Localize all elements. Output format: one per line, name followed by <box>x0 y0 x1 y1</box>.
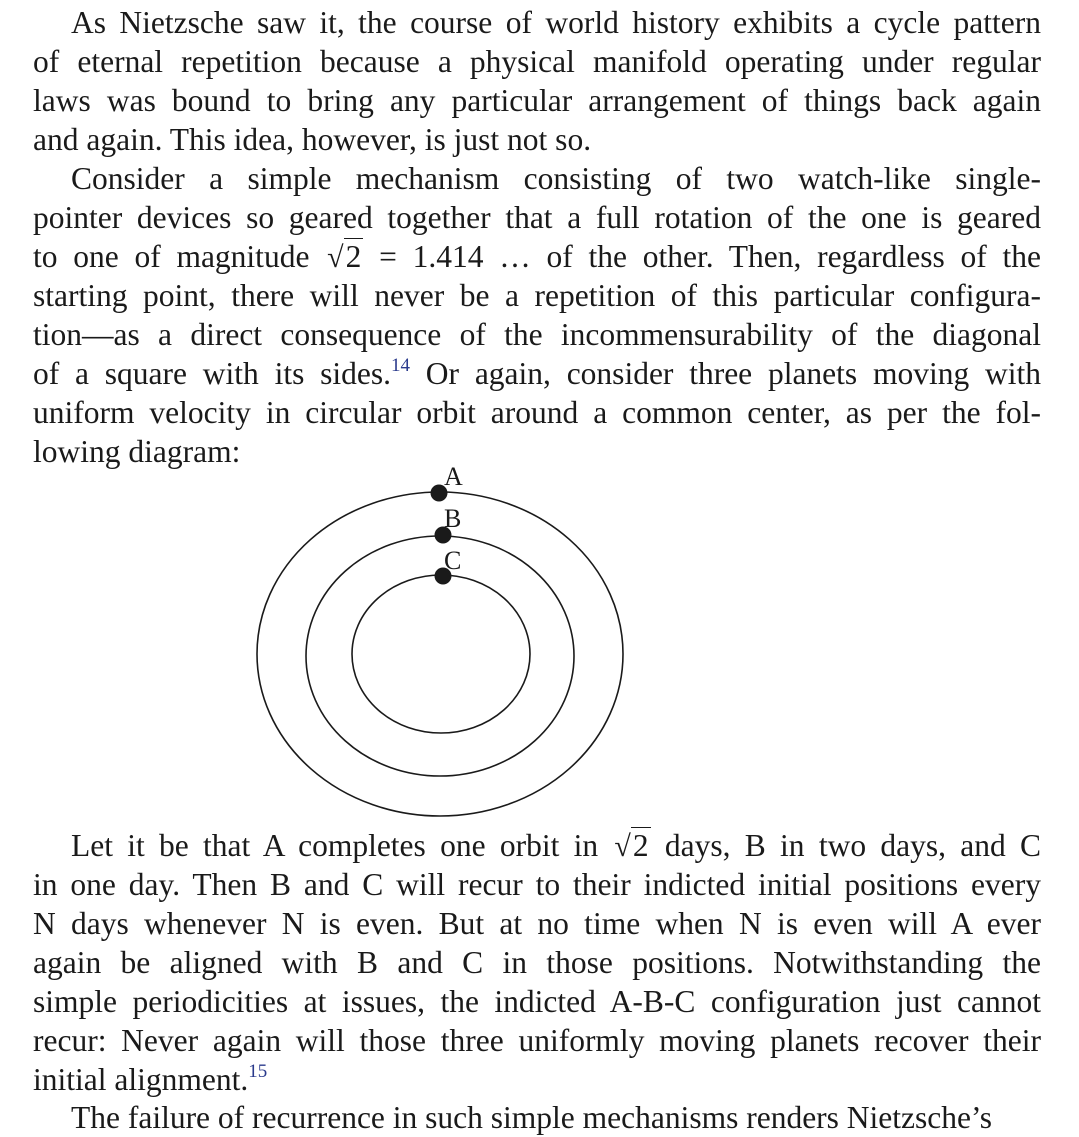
orbit-c <box>352 575 530 733</box>
text-line: again be aligned with B and C in those positions. Notwithstanding the <box>33 945 1041 980</box>
text-line-sqrt2-days <box>71 826 1041 866</box>
sqrt-expression <box>612 826 650 866</box>
text-line: and again. This idea, however, is just not so. <box>33 122 592 157</box>
label-b: B <box>444 504 462 533</box>
radicand: 2 <box>632 828 649 863</box>
footnote-ref-14[interactable]: 14 <box>391 355 411 376</box>
footnote-ref-15[interactable]: 15 <box>248 1061 268 1082</box>
text-line: in one day. Then B and C will recur to their indicted initial positions every <box>33 867 1041 902</box>
text-fragment: Or again, consider three planets moving with <box>410 356 1041 391</box>
text-line: pointer devices so geared together that a full rotation of the one is geared <box>33 200 1041 235</box>
text-line: recur: Never again will those three uniformly moving planets recover their <box>33 1023 1041 1058</box>
text-fragment: = 1.414 … of the other. Then, regardless of the <box>363 239 1041 274</box>
label-a: A <box>444 462 463 491</box>
text-line: Consider a simple mechanism consisting of two watch-like single- <box>71 161 1041 196</box>
radical-sign: √ <box>614 830 631 863</box>
text-line: laws was bound to bring any particular arrangement of things back again <box>33 83 1041 118</box>
text-line: starting point, there will never be a repetition of this particular configura- <box>33 278 1041 313</box>
label-c: C <box>444 546 462 575</box>
text-line-cut-off: The failure of recurrence in such simple mechanisms renders Nietzsche’s <box>71 1100 993 1135</box>
text-line: of eternal repetition because a physical manifold operating under regular <box>33 44 1041 79</box>
text-line: As Nietzsche saw it, the course of world history exhibits a cycle pattern <box>71 5 1041 40</box>
text-fragment: initial alignment. <box>33 1062 249 1097</box>
radical-sign: √ <box>327 241 344 274</box>
text-line: simple periodicities at issues, the indicted A-B-C configuration just cannot <box>33 984 1041 1019</box>
text-fragment: to one of magnitude <box>33 239 310 274</box>
text-line: N days whenever N is even. But at no time when N is even will A ever <box>33 906 1041 941</box>
radicand: 2 <box>345 239 362 274</box>
text-line: tion—as a direct consequence of the incommensurability of the diagonal <box>33 317 1041 352</box>
text-line: uniform velocity in circular orbit around a common center, as per the fol- <box>33 395 1041 430</box>
text-fragment: of a square with its sides. <box>33 356 392 391</box>
text-line-note-15 <box>33 1060 1041 1099</box>
text-fragment: days, B in two days, and C <box>650 828 1042 863</box>
text-line: lowing diagram: <box>33 434 241 469</box>
text-fragment: Let it be that A completes one orbit in <box>71 828 599 863</box>
